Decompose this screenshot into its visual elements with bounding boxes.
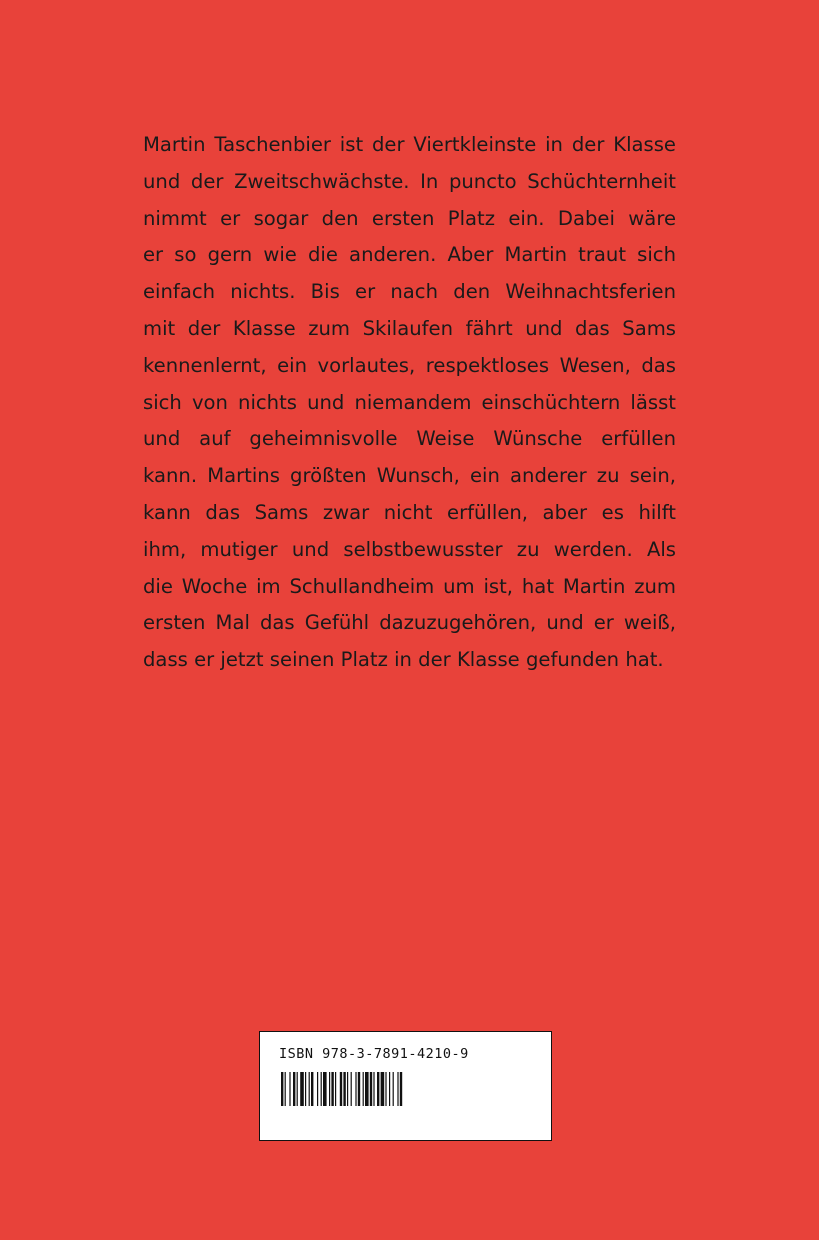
barcode-bar xyxy=(321,1072,322,1106)
barcode-bar xyxy=(358,1072,360,1106)
barcode-bar xyxy=(400,1072,402,1106)
blurb-line: er so gern wie die anderen. Aber Martin traut sich xyxy=(143,243,676,267)
barcode-bar xyxy=(377,1072,379,1106)
barcode-bar xyxy=(363,1072,364,1106)
isbn-label xyxy=(259,1031,552,1141)
barcode-bar xyxy=(370,1072,372,1106)
barcode-bar xyxy=(393,1072,394,1106)
blurb-line: dass er jetzt seinen Platz in der Klasse gefunden hat. xyxy=(143,648,664,672)
blurb-text xyxy=(143,127,676,679)
barcode-bar xyxy=(343,1072,345,1106)
barcode-bar xyxy=(331,1072,333,1106)
barcode-bar xyxy=(317,1072,318,1106)
barcode-bar xyxy=(323,1072,327,1106)
barcode-bar xyxy=(289,1072,290,1106)
barcode-bar xyxy=(351,1072,352,1106)
barcode-bar xyxy=(281,1072,283,1106)
blurb-line: einfach nichts. Bis er nach den Weihnachtsferien xyxy=(143,280,676,304)
barcode-image xyxy=(281,1072,461,1106)
barcode-bar xyxy=(297,1072,298,1106)
blurb-line: kann das Sams zwar nicht erfüllen, aber es hilft xyxy=(143,500,676,524)
barcode-bar xyxy=(293,1072,295,1106)
barcode-bar xyxy=(347,1072,348,1106)
isbn-number: ISBN 978-3-7891-4210-9 xyxy=(279,1046,469,1062)
barcode-bar xyxy=(365,1072,369,1106)
blurb-line: sich von nichts und niemandem einschüchtern lässt xyxy=(143,390,676,414)
barcode-bar xyxy=(385,1072,386,1106)
barcode-bar xyxy=(340,1072,342,1106)
barcode-bar xyxy=(285,1072,286,1106)
barcode-bar xyxy=(397,1072,398,1106)
barcode-bar xyxy=(373,1072,374,1106)
barcode-bar xyxy=(300,1072,304,1106)
barcode-bar xyxy=(335,1072,336,1106)
blurb-line: kennenlernt, ein vorlautes, respektloses Wesen, das xyxy=(143,353,676,377)
blurb-line: Martin Taschenbier ist der Viertkleinste in der Klasse xyxy=(143,133,676,156)
barcode-bar xyxy=(389,1072,390,1106)
blurb-line: nimmt er sogar den ersten Platz ein. Dabei wäre xyxy=(143,206,676,230)
barcode-bar xyxy=(305,1072,306,1106)
barcode-bar xyxy=(355,1072,356,1106)
blurb-line: und auf geheimnisvolle Weise Wünsche erfüllen xyxy=(143,427,676,451)
blurb-line: ihm, mutiger und selbstbewusster zu werden. Als xyxy=(143,537,676,561)
barcode-bar xyxy=(381,1072,385,1106)
barcode-bar xyxy=(309,1072,310,1106)
blurb-line: mit der Klasse zum Skilaufen fährt und das Sams xyxy=(143,316,676,340)
barcode-bar xyxy=(329,1072,330,1106)
blurb-line: kann. Martins größten Wunsch, ein anderer zu sein, xyxy=(143,464,676,488)
blurb-line: und der Zweitschwächste. In puncto Schüchternheit xyxy=(143,169,676,193)
blurb-line: die Woche im Schullandheim um ist, hat Martin zum xyxy=(143,574,676,598)
barcode-bar xyxy=(311,1072,313,1106)
blurb-line: ersten Mal das Gefühl dazuzugehören, und er weiß, xyxy=(143,611,676,635)
